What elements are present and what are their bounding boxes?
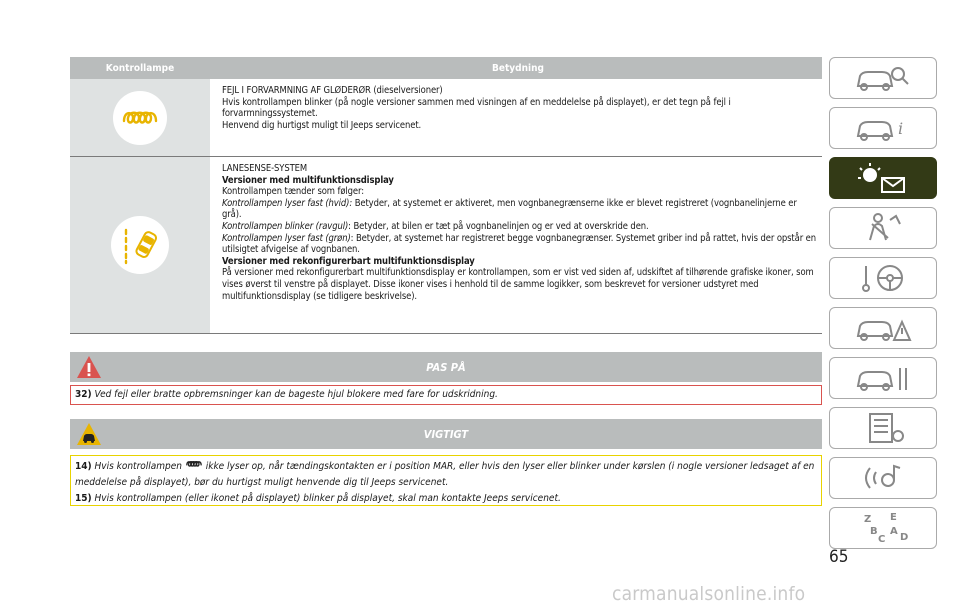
italic-label: Kontrollampen lyser fast (hvid): <box>222 197 353 209</box>
subheading: Versioner med multifunktionsdisplay <box>222 174 394 186</box>
lanesense-icon <box>111 216 169 274</box>
description-line <box>222 221 818 233</box>
description-text: Betyder, at systemet er aktiveret, men vognbanegrænserne ikke er blevet registreret (vognbanelinjerne er grå). <box>222 197 797 221</box>
warning-banner <box>70 352 822 382</box>
multimedia-icon <box>848 460 918 496</box>
description-cell <box>210 157 822 333</box>
table-row <box>70 157 822 334</box>
table-header <box>70 57 822 79</box>
svg-text:A: A <box>890 526 898 537</box>
warning-light-message-icon <box>848 160 918 196</box>
note-text: Ved fejl eller bratte opbremsninger kan de bageste hjul blokere med fare for udskridning. <box>94 389 498 400</box>
car-info-icon <box>848 112 918 144</box>
seatbelt-person-icon <box>848 212 918 244</box>
subheading: Versioner med rekonfigurerbart multifunktionsdisplay <box>222 255 475 267</box>
warning-title: PAS PÅ <box>426 361 466 374</box>
important-banner <box>70 419 822 449</box>
sidebar-item-index[interactable] <box>829 507 937 549</box>
lamp-cell <box>70 157 210 333</box>
watermark: carmanualsonline.info <box>612 583 806 605</box>
alphabetical-index-icon <box>848 510 918 546</box>
description-line: Kontrollampen tænder som følger: <box>222 186 364 198</box>
warning-note <box>71 386 821 400</box>
important-note <box>71 456 821 491</box>
italic-label: Kontrollampen blinker (ravgul) <box>222 220 349 232</box>
note-number: 14) <box>75 461 92 472</box>
sidebar-item-warning-lights[interactable] <box>829 157 937 199</box>
important-note <box>71 491 821 507</box>
column-header-betydning: Betydning <box>492 62 544 74</box>
technical-data-list-icon <box>848 410 918 446</box>
description-line: Henvend dig hurtigst muligt til Jeeps servicenet. <box>222 119 422 131</box>
column-header-kontrollampe: Kontrollampe <box>105 62 175 74</box>
important-title: VIGTIGT <box>423 428 469 441</box>
svg-text:B: B <box>870 526 878 537</box>
sidebar-item-car-search[interactable] <box>829 57 937 99</box>
note-text: Hvis kontrollampen (eller ikonet på displayet) blinker på displayet, skal man kontakte Jeeps servicenet. <box>94 493 561 504</box>
car-search-icon <box>848 62 918 94</box>
description-text: : Betyder, at systemet har registreret begge vognbanegrænser. Systemet griber ind på rattet, hvis der opstår en utilsigtet afvigelse af vognbanen. <box>222 232 816 256</box>
description-line: På versioner med rekonfigurerbart multifunktionsdisplay er kontrollampen, som er vist ved siden af, udskiftet af tilhørende grafiske ikoner, som vises øverst til venstre på displayet. Disse ikoner vises i henhold til de samme logikker, som beskrevet for versioner udstyret med multifunktionsdisplay (se tidligere beskrivelse). <box>222 267 814 302</box>
sidebar-item-multimedia[interactable] <box>829 457 937 499</box>
svg-text:Z: Z <box>864 514 872 525</box>
steering-wheel-icon <box>848 260 918 296</box>
important-box <box>70 455 822 506</box>
table-row <box>70 79 822 157</box>
note-text: ikke lyser op, når tændingskontakten er i position MAR, eller hvis den lyser eller blinker under kørslen (i nogle versioner ledsaget af en meddelelse på displayet), bør du hurtigst muligt henvende dig til Jeeps servicenet. <box>75 461 815 488</box>
sidebar-item-safety[interactable] <box>829 207 937 249</box>
svg-text:C: C <box>878 534 886 545</box>
glow-plug-inline-icon <box>185 461 203 472</box>
note-text: Hvis kontrollampen <box>94 461 183 472</box>
note-number: 15) <box>75 493 92 504</box>
description-line: FEJL I FORVARMNING AF GLØDERØR (dieselversioner) <box>222 85 443 96</box>
sidebar-item-service[interactable] <box>829 357 937 399</box>
svg-text:i: i <box>898 119 904 138</box>
description-line: Hvis kontrollampen blinker (på nogle versioner sammen med visningen af en meddelelse på displayet), er det tegn på fejl i forvarmningssystemet. <box>222 96 731 120</box>
note-number: 32) <box>75 389 92 400</box>
lanesense-title: LANESENSE-SYSTEM <box>222 163 308 174</box>
car-accident-icon <box>848 312 918 344</box>
car-service-tools-icon <box>848 362 918 394</box>
description-line <box>222 198 818 221</box>
sidebar-item-technical-data[interactable] <box>829 407 937 449</box>
svg-text:E: E <box>890 512 897 523</box>
sidebar-item-emergency[interactable] <box>829 307 937 349</box>
sidebar-item-car-info[interactable] <box>829 107 937 149</box>
sidebar-item-driving[interactable] <box>829 257 937 299</box>
glow-plug-coil-icon <box>113 91 167 145</box>
warning-light-table <box>70 57 822 334</box>
description-cell <box>210 79 822 156</box>
description-text: : Betyder, at bilen er tæt på vognbanelinjen og er ved at overskride den. <box>348 220 649 232</box>
page-number: 65 <box>829 547 849 567</box>
svg-text:D: D <box>900 532 909 543</box>
italic-label: Kontrollampen lyser fast (grøn) <box>222 232 351 244</box>
lamp-cell <box>70 79 210 156</box>
warning-box <box>70 385 822 405</box>
description-line <box>222 233 818 256</box>
